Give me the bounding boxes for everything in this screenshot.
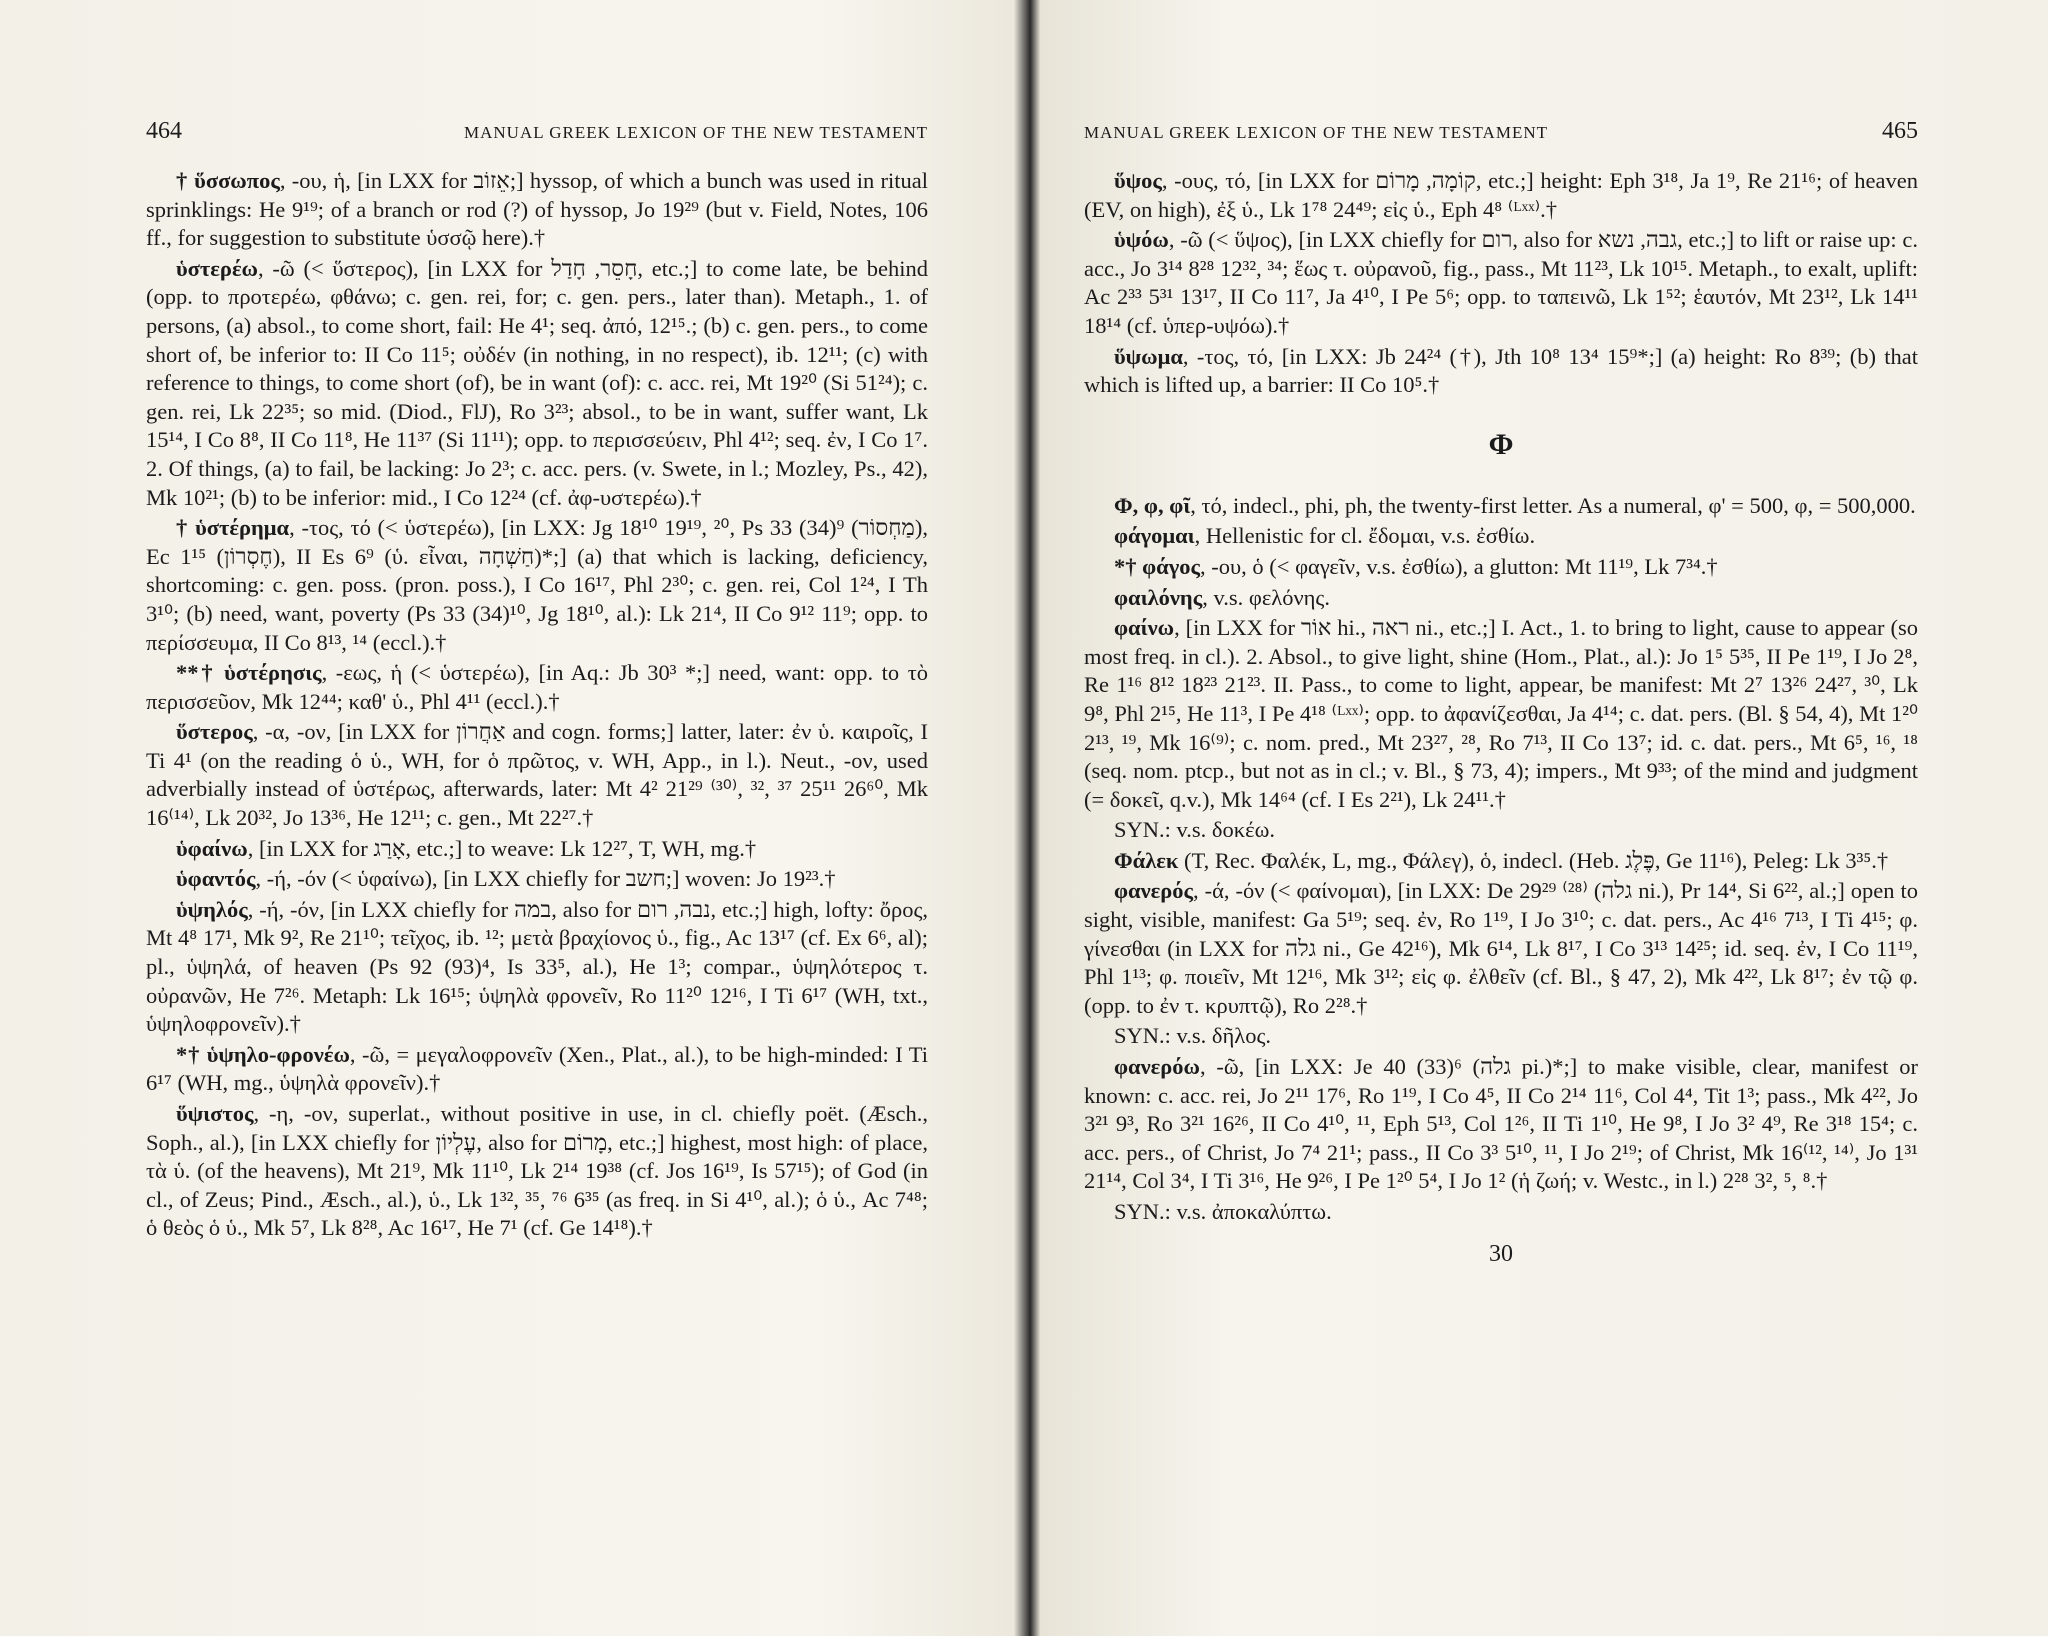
running-title-right: MANUAL GREEK LEXICON OF THE NEW TESTAMENT bbox=[1084, 123, 1548, 142]
entry bbox=[146, 718, 928, 832]
entry bbox=[146, 1100, 928, 1243]
entry bbox=[1084, 167, 1918, 224]
entry-text: , [in LXX for אָרַג, etc.;] to weave: Lk 12²⁷, T, WH, mg.† bbox=[247, 835, 757, 861]
entry bbox=[1084, 522, 1918, 551]
entry bbox=[1084, 343, 1918, 400]
headword: ὑφαντός bbox=[176, 866, 256, 892]
headword: φάγομαι bbox=[1114, 523, 1195, 549]
entry bbox=[146, 896, 928, 1039]
headword: φανερόω bbox=[1114, 1054, 1201, 1080]
entry bbox=[146, 514, 928, 657]
headword: *† ὑψηλο-φρονέω bbox=[176, 1041, 350, 1067]
entry-text: (T, Rec. Φαλέκ, L, mg., Φάλεγ), ὁ, indecl. (Heb. פֶּלֶג, Ge 11¹⁶), Peleg: Lk 3³⁵.† bbox=[1178, 847, 1889, 873]
folio-signature: 30 bbox=[1489, 1240, 1513, 1267]
headword: † ὕσσωπος bbox=[176, 168, 280, 193]
headword: Φ, φ, φῖ bbox=[1114, 492, 1191, 518]
entry bbox=[1084, 1053, 1918, 1196]
headword: *† φάγος bbox=[1114, 553, 1200, 579]
headword: ὕψιστος bbox=[176, 1101, 254, 1126]
headword: ὑφαίνω bbox=[176, 835, 248, 861]
right-entries-after bbox=[1084, 492, 1918, 1227]
entry-text: , -ου, ἡ, [in LXX for אֵזוֹב;] hyssop, of which a bunch was used in ritual sprinklings: He 9¹⁹; of a branch or rod (?) of hyssop, Jo 19²⁹ (but v. Field, Notes, 106 ff., for suggestion to substitute ὑσσῷ here).† bbox=[146, 168, 928, 251]
entry-text: , τό, indecl., phi, ph, the twenty-first letter. As a numeral, φ' = 500, φ, = 500,000. bbox=[1190, 492, 1916, 518]
page-number-right: 465 bbox=[1882, 118, 1918, 144]
running-head-left bbox=[146, 118, 928, 145]
entry bbox=[146, 865, 928, 894]
synonym-note bbox=[1084, 1198, 1918, 1227]
entry bbox=[146, 167, 928, 253]
entry-text: , -τος, τό, [in LXX: Jb 24²⁴ (†), Jth 10⁸ 13⁴ 15⁹*;] (a) height: Ro 8³⁹; (b) that which is lifted up, a barrier: II Co 10⁵.† bbox=[1084, 343, 1918, 398]
entry bbox=[1084, 584, 1918, 613]
headword: φαίνω bbox=[1114, 615, 1175, 641]
headword: ὑστερέω bbox=[176, 255, 259, 281]
headword: **† ὑστέρησις bbox=[176, 660, 322, 686]
entry-text: , v.s. φελόνης. bbox=[1202, 584, 1330, 610]
headword: † ὑστέρημα bbox=[176, 515, 290, 541]
entry-text: , -α, -ον, [in LXX for אַחֲרוֹן and cogn. forms;] latter, later: ἐν ὑ. καιροῖς, I Ti 4¹ (on the reading ὁ ὑ., WH, for ὁ πρῶτος, v. WH, App., in l.). Neut., -ον, used adverbially instead of ὑστέρως, afterwards, later: Mt 4² 21²⁹ ⁽³⁰⁾, ³², ³⁷ 25¹¹ 26⁶⁰, Mk 16⁽¹⁴⁾, Lk 20³², Jo 13³⁶, He 12¹¹; c. gen., Mt 22²⁷.† bbox=[146, 719, 928, 831]
synonym-note bbox=[1084, 1022, 1918, 1051]
entry bbox=[1084, 492, 1918, 521]
headword: ὕστερος bbox=[176, 719, 253, 745]
entry-text: , -ά, -όν (< φαίνομαι), [in LXX: De 29²⁹ ⁽²⁸⁾ (גלה ni.), Pr 14⁴, Si 6²², al.;] open to sight, visible, manifest: Ga 5¹⁹; seq. ἐν, Ro 1¹⁹, I Jo 3¹⁰; c. dat. pers., Ac 4¹⁶ 7¹³, I Ti 4¹⁵; φ. γίνεσθαι (in LXX for גלה ni., Ge 42¹⁶), Mk 6¹⁴, Lk 8¹⁷, I Co 3¹³ 14²⁵; id. seq. ἐν, I Co 11¹⁹, Phl 1¹³; φ. ποιεῖν, Mt 12¹⁶, Mk 3¹²; εἰς φ. ἐλθεῖν (cf. Bl., § 47, 2), Mk 4²², Lk 8¹⁷; ἐν τῷ φ. (opp. to ἐν τ. κρυπτῷ), Ro 2²⁸.† bbox=[1084, 878, 1918, 1018]
entry-text: , -εως, ἡ (< ὑστερέω), [in Aq.: Jb 30³ *;] need, want: opp. to τὸ περισσεῦον, Mk 12⁴⁴; καθ' ὑ., Phl 4¹¹ (eccl.).† bbox=[146, 660, 928, 714]
headword: Φάλεκ bbox=[1114, 847, 1179, 873]
left-entries bbox=[146, 167, 928, 1243]
right-entries-before bbox=[1084, 167, 1918, 400]
entry bbox=[146, 835, 928, 864]
page-number-left: 464 bbox=[146, 118, 182, 144]
entry-text: SYN.: v.s. δῆλος. bbox=[1114, 1023, 1271, 1049]
running-title-left: MANUAL GREEK LEXICON OF THE NEW TESTAMENT bbox=[464, 123, 928, 142]
headword: φαιλόνης bbox=[1114, 584, 1203, 610]
entry-text: , -ου, ὁ (< φαγεῖν, v.s. ἐσθίω), a glutton: Mt 11¹⁹, Lk 7³⁴.† bbox=[1200, 553, 1718, 579]
headword: ὕψος bbox=[1114, 168, 1162, 193]
section-letter-heading: Φ bbox=[1488, 427, 1514, 461]
entry bbox=[146, 659, 928, 716]
entry bbox=[1084, 614, 1918, 814]
entry-text: , -ή, -όν (< ὑφαίνω), [in LXX chiefly for חשב;] woven: Jo 19²³.† bbox=[255, 866, 836, 892]
entry bbox=[1084, 553, 1918, 582]
entry-text: , -ῶ, [in LXX: Je 40 (33)⁶ (גלה pi.)*;] to make visible, clear, manifest or known: c. acc. rei, Jo 2¹¹ 17⁶, Ro 1¹⁹, I Co 4⁵, II Co 2¹⁴ 11⁶, Col 4⁴, Tit 1³; pass., Mk 4²², Jo 3²¹ 9³, Ro 3²¹ 16²⁶, II Co 4¹⁰, ¹¹, Eph 5¹³, Col 1²⁶, II Ti 1¹⁰, He 9⁸, I Jo 3² 4⁹, Re 3¹⁸ 15⁴; c. acc. pers., of Christ, Jo 7⁴ 21¹; pass., II Co 3³ 5¹⁰, ¹¹, I Jo 2¹⁹; of Christ, Mk 16⁽¹², ¹⁴⁾, Jo 1³¹ 21¹⁴, Col 3⁴, I Ti 3¹⁶, He 9²⁶, I Pe 1²⁰ 5⁴, I Jo 1² (ἡ ζωή; v. Westc., in l.) 2²⁸ 3², ⁵, ⁸.† bbox=[1084, 1054, 1919, 1194]
entry-text: SYN.: v.s. δοκέω. bbox=[1114, 817, 1276, 843]
entry bbox=[1084, 226, 1918, 340]
entry-text: SYN.: v.s. ἀποκαλύπτω. bbox=[1114, 1199, 1332, 1224]
headword: ὑψόω bbox=[1114, 227, 1169, 253]
entry-text: , -ή, -όν, [in LXX chiefly for במה, also for נבה, רום, etc.;] high, lofty: ὄρος, Mt 4⁸ 17¹, Mk 9², Re 21¹⁰; τεῖχος, ib. ¹²; μετὰ βραχίονος ὑ., fig., Ac 13¹⁷ (cf. Ex 6⁶, al); pl., ὑψηλά, of heaven (Ps 92 (93)⁴, Is 33⁵, al.), He 1³; compar., ὑψηλότερος τ. οὐρανῶν, He 7²⁶. Metaph: Lk 16¹⁵; ὑψηλὰ φρονεῖν, Ro 11²⁰ 12¹⁶, I Ti 6¹⁷ (WH, txt., ὑψηλοφρονεῖν).† bbox=[146, 896, 928, 1037]
entry-text: , -η, -ον, superlat., without positive in use, in cl. chiefly poët. (Æsch., Soph., al.), [in LXX chiefly for עֶלְיוֹן, also for מָרוֹם, etc.;] highest, most high: of place, τὰ ὑ. (of the heavens), Mt 21⁹, Mk 11¹⁰, Lk 2¹⁴ 19³⁸ (cf. Jos 16¹⁹, Is 57¹⁵); of God (in cl., of Zeus; Pind., Æsch., al.), ὑ., Lk 1³², ³⁵, ⁷⁶ 6³⁵ (as freq. in Si 4¹⁰, al.); ὁ ὑ., Ac 7⁴⁸; ὁ θεὸς ὁ ὑ., Mk 5⁷, Lk 8²⁸, Ac 16¹⁷, He 7¹ (cf. Ge 14¹⁸).† bbox=[146, 1101, 929, 1241]
headword: ὕψωμα bbox=[1114, 343, 1183, 369]
right-page bbox=[1024, 0, 2048, 1636]
entry-text: , Hellenistic for cl. ἔδομαι, v.s. ἐσθίω. bbox=[1194, 523, 1536, 549]
headword: ὑψηλός bbox=[176, 896, 248, 922]
entry bbox=[1084, 877, 1918, 1020]
entry-text: , -ῶ (< ὕψος), [in LXX chiefly for רום, also for גבה, נשא, etc.;] to lift or raise up: c. acc., Jo 3¹⁴ 8²⁸ 12³², ³⁴; ἕως τ. οὐρανοῦ, fig., pass., Mt 11²³, Lk 10¹⁵. Metaph., to exalt, uplift: Ac 2³³ 5³¹ 13¹⁷, II Co 11⁷, Ja 4¹⁰, I Pe 5⁶; opp. to ταπεινῶ, Lk 1⁵²; ἑαυτόν, Mt 23¹², Lk 14¹¹ 18¹⁴ (cf. ὑπερ-υψόω).† bbox=[1084, 227, 1919, 338]
entry bbox=[146, 1041, 928, 1098]
entry-text: , [in LXX for אוֹר hi., ראה ni., etc.;] I. Act., 1. to bring to light, cause to appear (so most freq. in cl.). 2. Absol., to give light, shine (Hom., Plat., al.): Jo 1⁵ 5³⁵, II Pe 1¹⁹, I Jo 2⁸, Re 1¹⁶ 8¹² 18²³ 21²³. II. Pass., to come to light, appear, be manifest: Mt 2⁷ 13²⁶ 24²⁷, ³⁰, Lk 9⁸, Phl 2¹⁵, He 11³, I Pe 4¹⁸ ⁽ᴸˣˣ⁾; opp. to ἀφανίζεσθαι, Ja 4¹⁴; c. dat. pers. (Bl. § 54, 4), Mt 1²⁰ 2¹³, ¹⁹, Mk 16⁽⁹⁾; c. nom. pred., Mt 23²⁷, ²⁸, Ro 7¹³, II Co 13⁷; id. c. dat. pers., Mt 6⁵, ¹⁶, ¹⁸ (seq. nom. ptcp., but not as in cl.; v. Bl., § 73, 4); impers., Mt 9³³; of the mind and judgment (= δοκεῖ, q.v.), Mk 14⁶⁴ (cf. I Es 2²¹), Lk 24¹¹.† bbox=[1084, 615, 1918, 812]
synonym-note bbox=[1084, 816, 1918, 845]
entry-text: , -τος, τό (< ὑστερέω), [in LXX: Jg 18¹⁰ 19¹⁹, ²⁰, Ps 33 (34)⁹ (מַחְסוֹר), Ec 1¹⁵ (חֶסְרוֹן), II Es 6⁹ (ὑ. εἶναι, חַשְׁחָה)*;] (a) that which is lacking, deficiency, shortcoming: c. gen. poss. (pron. poss.), I Co 16¹⁷, Phl 2³⁰; c. gen. rei, Col 1²⁴, I Th 3¹⁰; (b) need, want, poverty (Ps 33 (34)¹⁰, Jg 18¹⁰, al.): Lk 21⁴, II Co 9¹² 11⁹; opp. to περίσσευμα, II Co 8¹³, ¹⁴ (eccl.).† bbox=[146, 515, 928, 655]
entry bbox=[1084, 847, 1918, 876]
running-head-right bbox=[1084, 118, 1918, 145]
entry bbox=[146, 255, 928, 512]
entry-text: , -ῶ, = μεγαλοφρονεῖν (Xen., Plat., al.), to be high-minded: I Ti 6¹⁷ (WH, mg., ὑψηλὰ φρονεῖν).† bbox=[146, 1041, 928, 1096]
entry-text: , -ους, τό, [in LXX for קוֹמָה, מָרוֹם, etc.;] height: Eph 3¹⁸, Ja 1⁹, Re 21¹⁶; of heaven (EV, on high), ἐξ ὑ., Lk 1⁷⁸ 24⁴⁹; εἰς ὑ., Eph 4⁸ ⁽ᴸˣˣ⁾.† bbox=[1084, 168, 1919, 222]
entry-text: , -ῶ (< ὕστερος), [in LXX for חָסֵר, חָדַל, etc.;] to come late, be behind (opp. to προτερέω, φθάνω; c. gen. rei, for; c. gen. pers., later than). Metaph., 1. of persons, (a) absol., to come short, fail: He 4¹; seq. ἀπό, 12¹⁵.; (b) c. gen. pers., to come short of, be inferior to: II Co 11⁵; οὐδέν (in nothing, in no respect), ib. 12¹¹; (c) with reference to things, to come short (of), be in want (of): c. acc. rei, Mt 19²⁰ (Si 51²⁴); c. gen. rei, Lk 22³⁵; so mid. (Diod., FlJ), Ro 3²³; absol., to be in want, suffer want, Lk 15¹⁴, I Co 8⁸, II Co 11⁸, He 11³⁷ (Si 11¹¹); opp. to περισσεύειν, Phl 4¹²; seq. ἐν, I Co 1⁷. 2. Of things, (a) to fail, be lacking: Jo 2³; c. acc. pers. (v. Swete, in l.; Mozley, Ps., 42), Mk 10²¹; (b) to be inferior: mid., I Co 12²⁴ (cf. ἀφ-υστερέω).† bbox=[146, 255, 928, 510]
headword: φανερός bbox=[1114, 878, 1194, 904]
